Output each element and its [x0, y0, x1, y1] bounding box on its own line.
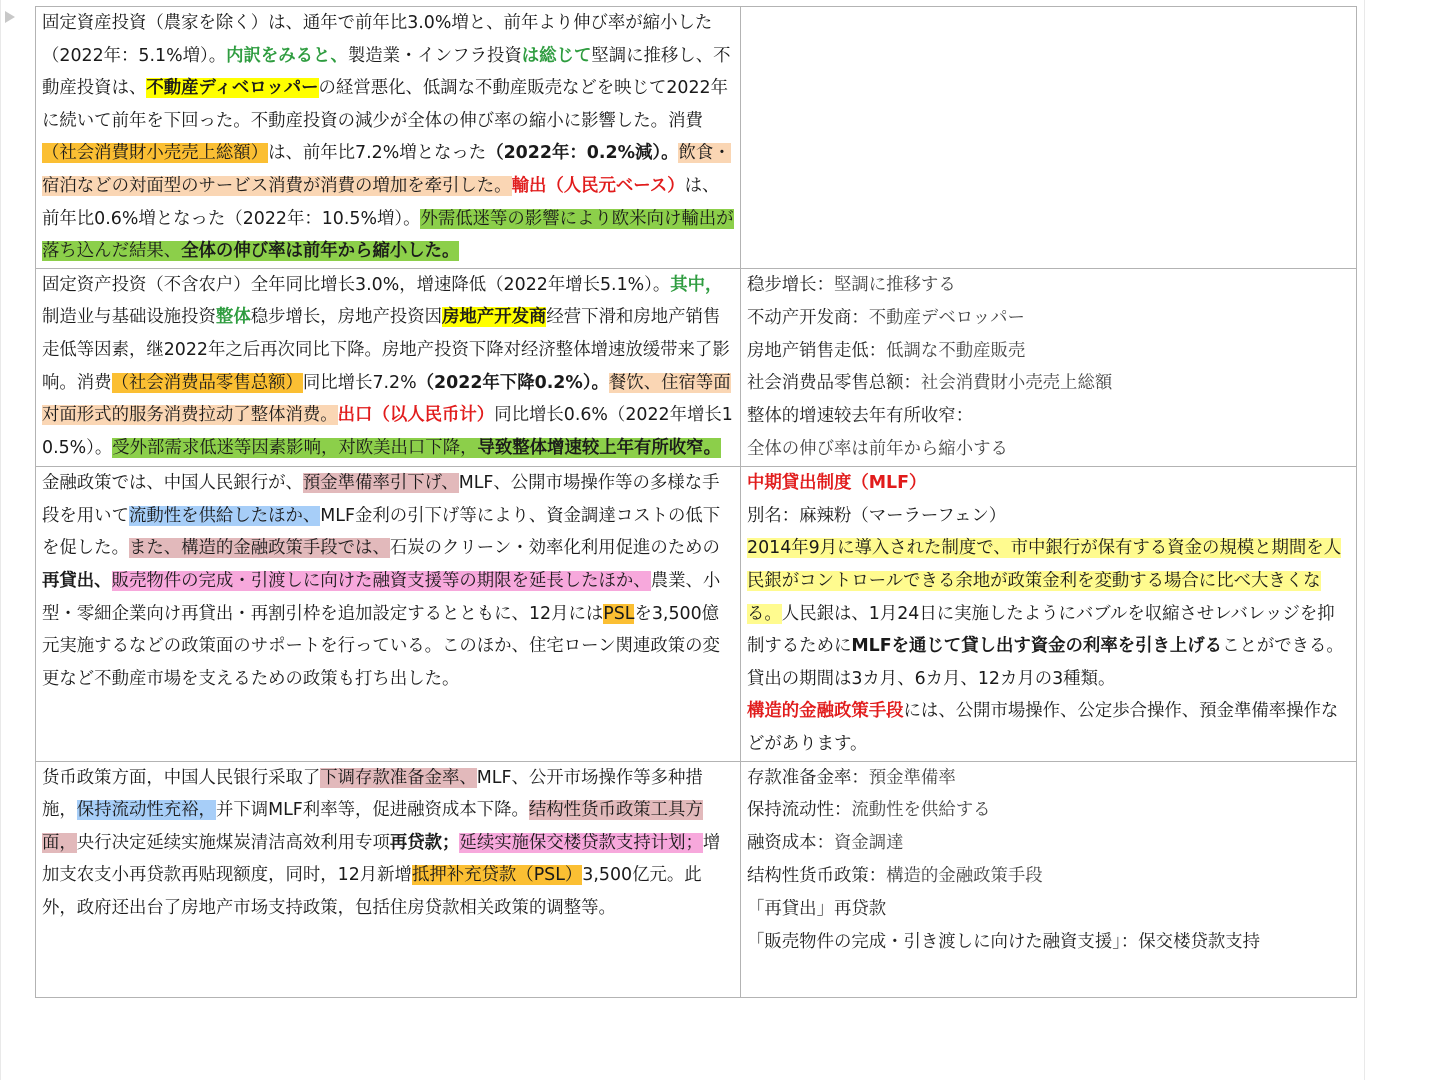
page-right-edge [1364, 0, 1365, 1080]
text-run: 不動産デベロッパー [868, 307, 1025, 328]
text-run: 再贷款； [389, 832, 460, 853]
paragraph [42, 762, 734, 925]
text-run: 別名：麻辣粉（マーラーフェン） [747, 505, 1007, 526]
vocab-line [747, 335, 1350, 368]
text-run: 「販売物件の完成・引き渡しに向けた融資支援」：保交楼贷款支持 [747, 932, 1261, 953]
text-run: を3,500億元実施するなどの政策面のサポートを行っている。このほか、住宅ローン関連政策の変更など不動産市場を支えるための政策も打ち出した。 [42, 603, 720, 689]
text-run: 構造的金融政策手段 [886, 866, 1043, 887]
text-run: 存款准备金率： [747, 767, 869, 788]
vocab-line [747, 400, 1350, 433]
text-run: 同比增长0.6%（2022年增长10.5%）。 [42, 405, 733, 458]
text-run: MLF金利の引下げ等により、資金調達コストの低下を促した。 [42, 505, 721, 559]
text-run: 央行决定延续实施煤炭清洁高效利用专项 [76, 832, 390, 853]
text-run: 金融政策では、中国人民銀行が、 [42, 473, 303, 494]
text-run: 房地产销售走低： [747, 340, 887, 361]
vocab-line [747, 367, 1350, 400]
highlighted-text: 不動産ディベロッパー [146, 78, 319, 99]
comparison-table [35, 6, 1357, 998]
text-run: 同比增长7.2% [302, 372, 417, 393]
text-run: 内訳をみると、 [226, 45, 348, 66]
text-run: 3,500亿元。此外，政府还出台了房地产市场支持政策，包括住房贷款相关政策的调整等。 [42, 865, 702, 918]
text-run: の経営悪化、低調な不動産販売などを映じて2022年に続いて前年を下回った。不動産投資の減少が全体の伸び率の縮小に影響した。消費 [42, 78, 728, 131]
highlighted-text: 受外部需求低迷等因素影响，对欧美出口下降， [112, 437, 478, 458]
heading-text: 構造的金融政策手段 [747, 701, 904, 722]
mlf-notes-cell [741, 467, 1357, 761]
vocab-line [747, 926, 1350, 959]
highlighted-text: 餐饮、住宿等面对面形式的服务消费拉动了整体消费。 [42, 372, 731, 426]
highlighted-text: 外需低迷等の影響により欧米向け輸出が落ち込んだ結果、 [42, 208, 734, 262]
text-run: 融资成本： [747, 833, 834, 854]
highlighted-text: 全体の伸び率は前年から縮小した。 [181, 241, 460, 262]
highlighted-text: 抵押补充贷款（PSL） [411, 865, 583, 886]
text-run: 製造業・インフラ投資 [347, 45, 522, 66]
heading-text: 輸出（人民元ベース） [511, 175, 685, 196]
text-run: には、公開市場操作、公定歩合操作、預金準備率操作などがあります。 [747, 701, 1339, 754]
text-run: 其中， [670, 274, 723, 295]
vocab-line [747, 794, 1350, 827]
text-run: 低調な不動産販売 [886, 340, 1026, 361]
text-run: 固定资产投资（不含农户）全年同比增长3.0%，增速降低（2022年增长5.1%）。 [42, 274, 671, 295]
text-run: 增加支农支小再贷款再贴现额度，同时，12月新增 [42, 832, 721, 886]
text-run: 不动产开发商： [747, 307, 869, 328]
text-run: 稳步增长，房地产投资因 [250, 307, 443, 328]
text-run: 货币政策方面，中国人民银行采取了 [42, 767, 321, 788]
text-run: MLF、公開市場操作等の多様な手段を用いて [42, 473, 720, 526]
highlighted-text: （社会消费品零售总额） [111, 372, 303, 393]
text-run: 并下调MLF利率等，促进融资成本下降。 [215, 800, 529, 821]
heading-text: 出口（以人民币计） [337, 405, 495, 426]
highlighted-text: 預金準備率引下げ、 [302, 473, 459, 494]
heading-text: 中期貸出制度（MLF） [747, 473, 927, 494]
text-run: MLF、公开市场操作等多种措施， [42, 767, 703, 821]
collapse-arrow-icon[interactable] [5, 11, 15, 23]
text-run: 石炭のクリーン・効率化利用促進のための [389, 538, 720, 559]
text-run: 堅調に推移し、不動産投資は、 [42, 45, 731, 99]
text-run: 整体 [215, 307, 251, 328]
highlighted-text: 販売物件の完成・引渡しに向けた融資支援等の期限を延長したほか、 [111, 570, 651, 591]
vocab-line [747, 269, 1350, 302]
highlighted-text: 结构性货币政策工具方面， [42, 800, 703, 853]
highlighted-text: 飲食・宿泊などの対面型のサービス消費が消費の増加を牽引した。 [42, 143, 731, 196]
highlighted-text: 保持流动性充裕， [76, 800, 216, 821]
vocab-line [747, 893, 1350, 926]
table-row [36, 7, 1357, 269]
text-run: 全体の伸び率は前年から縮小する [747, 439, 1008, 460]
highlighted-text: 延续实施保交楼贷款支持计划； [459, 832, 703, 853]
text-run: 固定資産投資（農家を除く）は、通年で前年比3.0%増と、前年より伸び率が縮小した（2022年：5.1%増）。 [42, 13, 713, 66]
highlighted-text: 流動性を供給したほか、 [128, 505, 321, 526]
text-run: 資金調達 [833, 833, 904, 854]
table-row [36, 467, 1357, 761]
vocabulary-cell [741, 268, 1357, 466]
text-run: （2022年：0.2%減）。 [486, 143, 679, 164]
japanese-economy-cell [36, 7, 741, 269]
text-run: 再貸出、 [42, 570, 112, 591]
text-run: 堅調に推移する [833, 274, 956, 295]
paragraph [42, 467, 734, 695]
text-run: は、前年比0.6%増となった（2022年：10.5%増）。 [42, 175, 720, 229]
vocab-line [747, 302, 1350, 335]
vocab-line [747, 433, 1350, 466]
text-run: 「再貸出」再贷款 [747, 899, 887, 920]
vocab-line [747, 762, 1350, 795]
text-run: 預金準備率 [868, 767, 956, 788]
text-run: 農業、小型・零細企業向け再貸出・再割引枠を追加設定するとともに、12月には [42, 570, 721, 624]
empty-notes-cell [741, 7, 1357, 269]
text-run: 整体的增速较去年有所收窄： [747, 406, 974, 427]
text-run: は総じて [521, 45, 592, 66]
text-run: 社会消费品零售总额： [747, 373, 921, 394]
chinese-economy-cell [36, 268, 741, 466]
vocab-line [747, 860, 1350, 893]
text-run: 经营下滑和房地产销售走低等因素，继2022年之后再次同比下降。房地产投资下降对经济整体增速放缓带来了影响。消费 [42, 307, 730, 393]
paragraph [42, 269, 734, 465]
text-run: 制造业与基础设施投资 [42, 307, 216, 328]
text-run: （2022年下降0.2%）。 [416, 372, 609, 393]
paragraph [747, 467, 1350, 760]
table-row [36, 761, 1357, 997]
highlighted-text: 房地产开发商 [442, 307, 547, 328]
highlighted-text: 下调存款准备金率、 [320, 767, 477, 788]
highlighted-text: PSL [603, 603, 635, 624]
table-row [36, 268, 1357, 466]
text-run: 保持流动性： [747, 800, 852, 821]
text-run: ことができる。貸出の期間は3カ月、6カ月、12カ月の3種類。 [747, 636, 1344, 689]
text-run: MLFを通じて貸し出す資金の利率を引き上げる [851, 636, 1223, 657]
text-run: は、前年比7.2%増となった [268, 143, 487, 164]
highlighted-text: （社会消費財小売売上総額） [42, 143, 269, 164]
vocabulary-cell [741, 761, 1357, 997]
text-run: 人民銀は、1月24日に実施したようにバブルを収縮させレバレッジを抑制するために [747, 603, 1335, 657]
text-run: 稳步增长： [747, 274, 834, 295]
chinese-monetary-cell [36, 761, 741, 997]
highlighted-text: 导致整体增速较上年有所收窄。 [477, 437, 721, 458]
vocab-line [747, 827, 1350, 860]
text-run: 结构性货币政策： [747, 866, 887, 887]
text-run: 社会消費財小売売上総額 [920, 373, 1113, 394]
highlighted-text: また、構造的金融政策手段では、 [128, 538, 390, 559]
japanese-monetary-cell [36, 467, 741, 761]
paragraph [42, 7, 734, 268]
text-run: 流動性を供給する [851, 800, 991, 821]
page-left-edge [0, 0, 1, 1080]
highlighted-text: 2014年9月に導入された制度で、市中銀行が保有する資金の規模と期間を人民銀がコントロールできる余地が政策金利を変動する場合に比べ大きくなる。 [747, 538, 1342, 624]
